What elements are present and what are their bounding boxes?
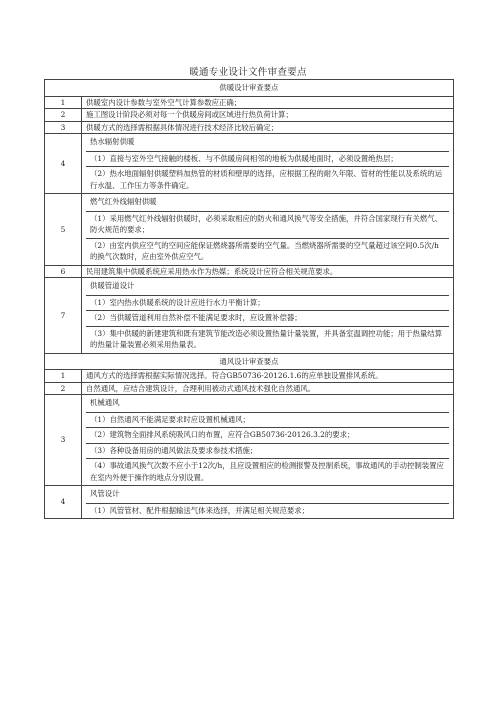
row-content	[82, 134, 454, 194]
item-paragraph: （1）风管管材、配件根据输送气体来选择，并满足相关规范要求；	[90, 505, 310, 515]
item-heading: 燃气红外线辐射供暖	[86, 194, 449, 212]
row-number: 3	[45, 121, 82, 134]
table-row	[45, 486, 454, 519]
row-text: 自然通风，应结合建筑设计，合理利用被动式通风技术强化自然通风。	[82, 382, 454, 395]
table-row	[45, 370, 454, 383]
row-text: 通风方式的选择需根据实际情况选择。符合GB50736-20126.1.6的应单独设置排风系统。	[82, 370, 454, 383]
item-paragraph: （1）直接与室外空气接触的楼板、与不供暖房间相邻的地板为供暖地面时，必须设置绝热层；	[90, 153, 398, 163]
item-paragraph: （2）热水地面辐射供暖塑料加热管的材质和壁厚的选择，应根据工程的耐久年限、管材的性能以及系统的运行水温、工作压力等条件确定。	[86, 166, 449, 193]
item-paragraph: （2）由室内供应空气的空间应能保证燃烧器所需要的空气量。当燃烧器所需要的空气量超过该空间0.5次/h的换气次数时，应由室外供应空气。	[86, 238, 449, 265]
item-paragraph: （3）各种设备用房的通风做法及要求参技术措施；	[86, 443, 449, 459]
row-number: 2	[45, 382, 82, 395]
table-row	[45, 265, 454, 278]
row-text: 民用建筑集中供暖系统应采用热水作为热媒；系统设计应符合相关规范要求。	[82, 265, 454, 278]
item-paragraph: （1）采用燃气红外线辐射供暖时，必须采取相应的防火和通风换气等安全措施，并符合国家现行有关燃气、防火规范的要求；	[90, 213, 443, 234]
table-row	[45, 121, 454, 134]
row-number: 4	[45, 134, 82, 194]
table-row	[45, 134, 454, 194]
item-paragraph: （1）室内热水供暖系统的设计应进行水力平衡计算；	[90, 297, 265, 307]
item-heading: 供暖管道设计	[86, 278, 449, 296]
row-number: 4	[45, 486, 82, 519]
table-row	[45, 96, 454, 109]
table-row	[45, 382, 454, 395]
section-header-row	[45, 80, 454, 97]
row-number: 2	[45, 109, 82, 122]
row-text: 供暖方式的选择需根据具体情况进行技术经济比较后确定；	[82, 121, 454, 134]
row-content	[82, 395, 454, 486]
row-content	[82, 486, 454, 519]
row-number: 1	[45, 370, 82, 383]
row-text: 施工图设计阶段必须对每一个供暖房间或区域进行热负荷计算；	[82, 109, 454, 122]
item-heading: 风管设计	[86, 486, 449, 504]
section-header: 通风设计审查要点	[45, 353, 454, 370]
table-row	[45, 109, 454, 122]
row-number: 5	[45, 194, 82, 266]
item-paragraph: （4）事故通风换气次数不应小于12次/h，且应设置相应的检测报警及控制系统，事故通风的手动控制装置应在室内外便于操作的地点分别设置。	[86, 458, 449, 485]
section-header: 供暖设计审查要点	[45, 80, 454, 97]
item-paragraph: （2）建筑物全面排风系统吸风口的布置，应符合GB50736-20126.3.2的要求；	[86, 427, 449, 443]
row-text: 供暖室内设计参数与室外空气计算参数应正确；	[82, 96, 454, 109]
item-heading: 机械通风	[86, 395, 449, 413]
row-content	[82, 194, 454, 266]
row-number: 1	[45, 96, 82, 109]
row-number: 6	[45, 265, 82, 278]
document-title: 暖通专业设计文件审查要点	[189, 67, 307, 78]
row-number: 7	[45, 278, 82, 354]
item-paragraph: （3）集中供暖的新建建筑和既有建筑节能改造必须设置热量计量装置，并具备室温调控功能；用于热量结算的热量计量装置必须采用热量表。	[86, 326, 449, 353]
table-row	[45, 395, 454, 486]
row-number: 3	[45, 395, 82, 486]
item-paragraph: （1）自然通风不能满足要求时应设置机械通风；	[90, 414, 250, 424]
table-row	[45, 278, 454, 354]
section-header-row	[45, 353, 454, 370]
item-paragraph: （2）当供暖管道利用自然补偿不能满足要求时，应设置补偿器；	[86, 310, 449, 326]
item-heading: 热水辐射供暖	[86, 134, 449, 152]
row-content	[82, 278, 454, 354]
table-row	[45, 194, 454, 266]
review-table	[44, 79, 454, 519]
